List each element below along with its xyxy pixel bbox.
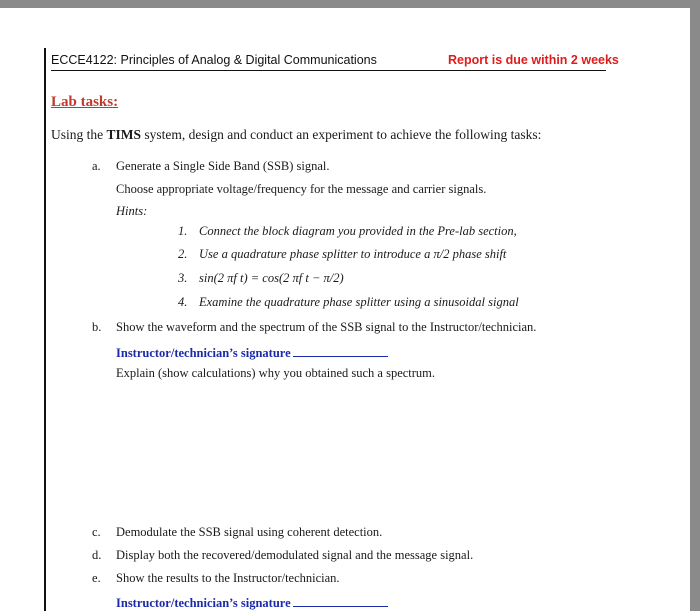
hint-4-num: 4. [178, 295, 188, 309]
task-c-text: Demodulate the SSB signal using coherent detection. [116, 525, 383, 539]
intro-before: Using the [51, 127, 107, 142]
task-e-signature-line [293, 594, 388, 607]
hint-2-text: Use a quadrature phase splitter to introduce a π/2 phase shift [199, 247, 507, 261]
lab-tasks-title: Lab tasks: [51, 94, 119, 110]
task-e-signature-label: Instructor/technician’s signature [116, 596, 291, 610]
hint-3-num: 3. [178, 271, 188, 285]
task-d-text: Display both the recovered/demodulated signal and the message signal. [116, 548, 474, 562]
left-margin-rule [44, 48, 46, 611]
right-border [690, 0, 700, 611]
task-e-text: Show the results to the Instructor/technician. [116, 571, 340, 585]
intro-tims: TIMS [106, 127, 142, 142]
task-b-signature-line [293, 344, 388, 357]
due-notice: Report is due within 2 weeks [448, 53, 619, 67]
task-a-choose: Choose appropriate voltage/frequency for the message and carrier signals. [116, 182, 487, 196]
task-b-signature [116, 344, 388, 361]
task-b-signature-label: Instructor/technician’s signature [116, 346, 291, 360]
course-title: ECCE4122: Principles of Analog & Digital Communications [51, 53, 377, 67]
task-c-marker: c. [92, 525, 101, 539]
hint-2-num: 2. [178, 247, 188, 261]
header-rule [51, 70, 606, 71]
task-a-marker: a. [92, 159, 101, 173]
task-d-marker: d. [92, 548, 102, 562]
task-e-signature [116, 594, 388, 611]
hints-label: Hints: [116, 204, 148, 218]
task-b-marker: b. [92, 320, 102, 334]
intro-after: system, design and conduct an experiment to achieve the following tasks: [141, 127, 542, 142]
hint-1-num: 1. [178, 224, 188, 238]
top-border [0, 0, 700, 8]
task-b-text: Show the waveform and the spectrum of the SSB signal to the Instructor/technician. [116, 320, 537, 334]
task-e-marker: e. [92, 571, 101, 585]
hint-1-text: Connect the block diagram you provided in the Pre-lab section, [199, 224, 517, 238]
intro-text [51, 127, 541, 143]
hint-3-text: sin(2 πf t) = cos(2 πf t − π/2) [199, 271, 344, 285]
task-b-explain: Explain (show calculations) why you obtained such a spectrum. [116, 366, 436, 380]
task-a-text: Generate a Single Side Band (SSB) signal. [116, 159, 330, 173]
hint-4-text: Examine the quadrature phase splitter using a sinusoidal signal [199, 295, 519, 309]
